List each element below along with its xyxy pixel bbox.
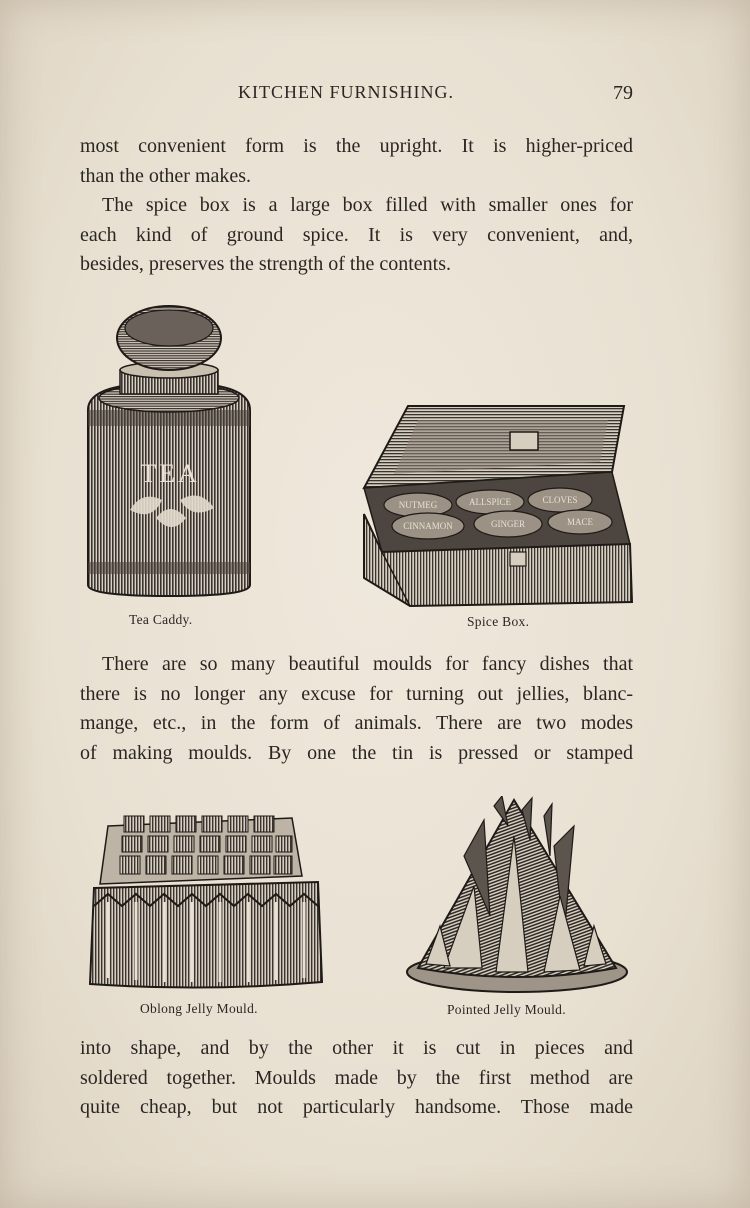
text-line: besides, preserves the strength of the contents.	[80, 253, 452, 275]
spice-label: MACE	[566, 517, 594, 527]
caption-oblong-jelly-mould: Oblong Jelly Mould.	[140, 1001, 258, 1016]
caption-pointed-jelly-mould: Pointed Jelly Mould.	[447, 1002, 566, 1017]
paragraph-continuation	[80, 132, 633, 191]
text-line: The spice box is a large box filled with smaller ones for	[102, 194, 633, 216]
spice-label: ALLSPICE	[468, 497, 512, 507]
paragraph-spice-box	[80, 191, 633, 280]
running-head: KITCHEN FURNISHING.	[238, 82, 454, 102]
page-header	[80, 82, 635, 110]
text-line: most convenient form is the upright. It is higher-priced	[80, 135, 633, 157]
spice-label: CLOVES	[542, 495, 578, 505]
tea-label-text: TEA	[140, 459, 200, 488]
tea-caddy-illustration	[82, 300, 257, 600]
page-number: 79	[613, 82, 633, 104]
text-line: into shape, and by the other it is cut in pieces and	[80, 1037, 633, 1059]
text-line: There are so many beautiful moulds for fancy dishes that	[102, 653, 633, 675]
text-line: quite cheap, but not particularly handsome. Those made	[80, 1096, 633, 1118]
paragraph-moulds	[80, 650, 633, 768]
text-line: mange, etc., in the form of animals. There are two modes	[80, 712, 633, 734]
text-line: of making moulds. By one the tin is pressed or stamped	[80, 741, 633, 764]
oblong-jelly-mould-illustration	[86, 806, 326, 992]
text-line: there is no longer any excuse for turning out jellies, blanc-	[80, 682, 633, 705]
text-line: than the other makes.	[80, 164, 252, 187]
spice-label: CINNAMON	[403, 521, 453, 531]
text-line: soldered together. Moulds made by the first method are	[80, 1066, 633, 1089]
caption-spice-box: Spice Box.	[467, 614, 530, 629]
spice-label: GINGER	[491, 519, 525, 529]
pointed-jelly-mould-illustration	[404, 796, 630, 996]
text-line: each kind of ground spice. It is very convenient, and,	[80, 223, 633, 246]
spice-label: NUTMEG	[398, 500, 438, 510]
caption-tea-caddy: Tea Caddy.	[129, 612, 193, 627]
paragraph-moulds-continued	[80, 1034, 633, 1123]
spice-box-illustration	[360, 402, 635, 612]
